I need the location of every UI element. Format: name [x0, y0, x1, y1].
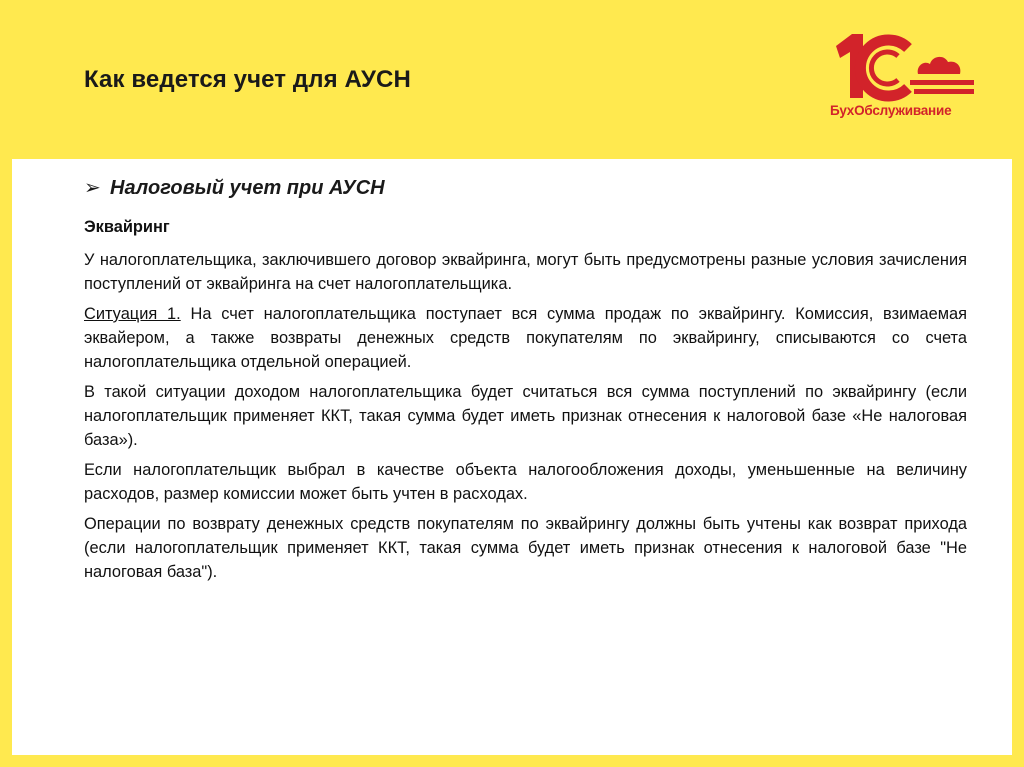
paragraph-4: Если налогоплательщик выбрал в качестве объекта налогообложения доходы, уменьшенные на величину расходов, размер комиссии может быть учтен в расходах. — [84, 461, 967, 503]
slide-header — [0, 0, 1024, 160]
subtitle — [84, 175, 385, 200]
paragraph-5: Операции по возврату денежных средств покупателям по эквайрингу должны быть учтены как возврат прихода (если налогоплательщик применяет ККТ, такая сумма будет иметь признак отнесения к налоговой базе "Не налоговая база"). — [84, 515, 967, 581]
section-heading: Эквайринг — [84, 218, 170, 236]
subtitle-text: Налоговый учет при АУСН — [110, 177, 385, 199]
slide-title: Как ведется учет для АУСН — [84, 66, 411, 93]
paragraph-2 — [84, 302, 967, 374]
paragraph-3: В такой ситуации доходом налогоплательщика будет считаться вся сумма поступлений по эквайрингу (если налогоплательщик применяет ККТ, такая сумма будет иметь признак отнесения к налоговой базе «Не налоговая база»). — [84, 383, 967, 449]
logo-caption: БухОбслуживание — [830, 103, 952, 118]
content-panel — [12, 159, 1012, 755]
body-text — [84, 215, 967, 590]
paragraph-2-text: На счет налогоплательщика поступает вся сумма продаж по эквайрингу. Комиссия, взимаемая эквайером, а также возвраты денежных средств покупателям по эквайрингу, списываются со счета налогоплательщика отдельной операцией. — [84, 305, 968, 371]
arrow-bullet-icon: ➢ — [84, 177, 101, 199]
situation-label: Ситуация 1. — [84, 305, 181, 323]
paragraph-1: У налогоплательщика, заключившего договор эквайринга, могут быть предусмотрены разные условия зачисления поступлений от эквайринга на счет налогоплательщика. — [84, 251, 967, 293]
